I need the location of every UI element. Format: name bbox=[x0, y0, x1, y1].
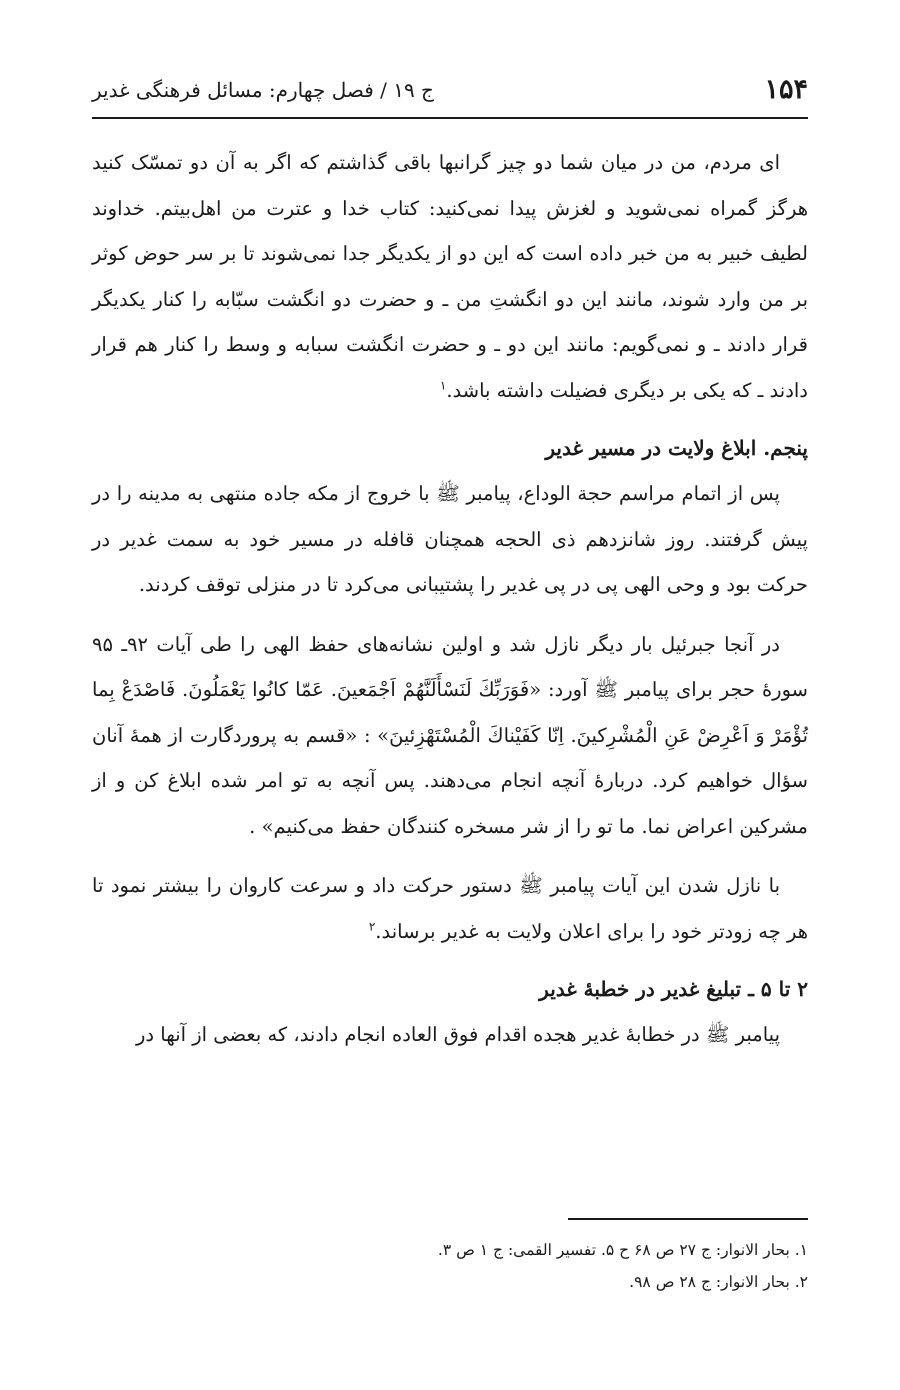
section-heading: پنجم. ابلاغ ولایت در مسیر غدیر bbox=[545, 436, 808, 460]
paragraph: پیامبر ﷺ در خطابهٔ غدیر هجده اقدام فوق العاده انجام دادند، که بعضی از آنها در bbox=[135, 1023, 780, 1046]
page-number: ۱۵۴ bbox=[764, 74, 808, 105]
footnotes bbox=[92, 1234, 808, 1298]
footnote-divider bbox=[568, 1218, 808, 1220]
body-text bbox=[92, 140, 808, 1058]
paragraph bbox=[92, 140, 808, 413]
paragraph: در آنجا جبرئیل بار دیگر نازل شد و اولین نشانه‌های حفظ الهی را طی آیات ۹۲ـ ۹۵ سورهٔ حجر برای پیامبر ﷺ آورد: «فَوَرَبِّكَ لَنَسْأَلَنَّهُمْ اَجْمَعينَ. عَمّا كانُوا يَعْمَلُونَ. فَاصْدَعْ بِما تُؤْمَرْ وَ اَعْرِضْ عَنِ الْمُشْرِكينَ. اِنّا كَفَيْناكَ الْمُسْتَهْزِئينَ» : «قسم به پروردگارت از همهٔ آنان سؤال خواهیم کرد. دربارهٔ آنچه انجام می‌دهند. پس آنچه به تو امر شده ابلاغ کن و از مشرکین اعراض نما. ما تو را از شر مسخره کنندگان حفظ می‌کنیم» . bbox=[92, 632, 808, 838]
paragraph bbox=[92, 863, 808, 954]
footnote: ۲. بحار الانوار: ج ۲۸ ص ۹۸. bbox=[629, 1273, 808, 1291]
footnote-reference: ۱ bbox=[439, 378, 447, 392]
running-header-title: ج ۱۹ / فصل چهارم: مسائل فرهنگی غدیر bbox=[92, 78, 434, 102]
header-divider bbox=[92, 117, 808, 119]
paragraph: پس از اتمام مراسم حجة الوداع، پیامبر ﷺ با خروج از مکه جاده منتهی به مدینه را در پیش گرفتند. روز شانزدهم ذی الحجه همچنان قافله در مسیر خود به سمت غدیر در حرکت بود و وحی الهی پی در پی غدیر را پشتیبانی می‌کرد تا در منزلی توقف کردند. bbox=[92, 482, 808, 596]
footnote-reference: ۲ bbox=[368, 919, 376, 933]
book-page bbox=[92, 0, 808, 1390]
paragraph-text: ای مردم، من در میان شما دو چیز گرانبها باقی گذاشتم که اگر به آن دو تمسّک کنید هرگز گمراه نمی‌شوید و لغزش پیدا نمی‌کنید: کتاب خدا و عترت من اهل‌بیتم. خداوند لطیف خبیر به من خبر داده است که این دو از یکدیگر جدا نمی‌شوند تا بر سر حوض کوثر بر من وارد شوند، مانند این دو انگشتِ من ـ و حضرت دو انگشت سبّابه را کنار یکدیگر قرار دادند ـ و نمی‌گویم: مانند این دو ـ و حضرت انگشت سبابه و وسط را کنار هم قرار دادند ـ که یکی بر دیگری فضیلت داشته باشد. bbox=[92, 151, 808, 402]
paragraph-text: با نازل شدن این آیات پیامبر ﷺ دستور حرکت داد و سرعت کاروان را بیشتر نمود تا هر چه زودتر خود را برای اعلان ولایت به غدیر برساند. bbox=[92, 874, 808, 943]
section-heading: ۲ تا ۵ ـ تبلیغ غدیر در خطبهٔ غدیر bbox=[539, 977, 808, 1001]
running-header bbox=[92, 70, 808, 110]
footnote: ۱. بحار الانوار: ج ۲۷ ص ۶۸ ح ۵. تفسیر القمی: ج ۱ ص ۳. bbox=[437, 1241, 808, 1259]
